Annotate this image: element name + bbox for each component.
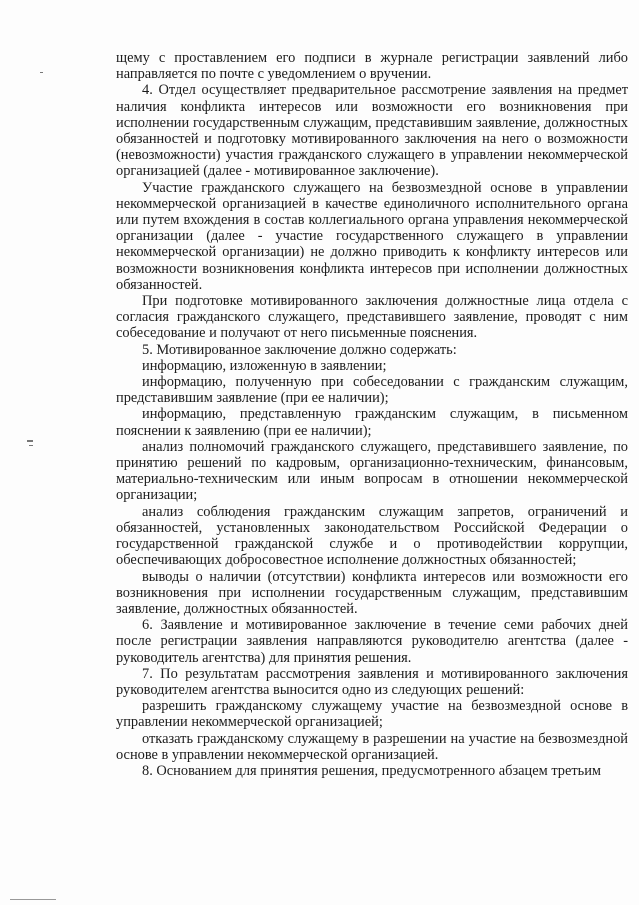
paragraph-item-8: 8. Основанием для принятия решения, предусмотренного абзацем третьим [142, 762, 602, 779]
paragraph-item-5: 5. Мотивированное заключение должно содержать: [142, 341, 457, 358]
document-body [116, 50, 628, 779]
scan-speck [10, 899, 56, 900]
paragraph-list-entry: выводы о наличии (отсутствии) конфликта интересов или возможности его возникновения при исполнении государственным служащим, представившим заявление, должностных обязанностей. [116, 568, 628, 617]
paragraph-list-entry: информацию, полученную при собеседовании с гражданским служащим, представившим заявление (при ее наличии); [116, 374, 628, 407]
paragraph-list-entry: информацию, представленную гражданским служащим, в письменном пояснении к заявлению (при ее наличии); [116, 406, 628, 439]
paragraph-preparation: При подготовке мотивированного заключения должностные лица отдела с согласия гражданского служащего, представившего заявление, проводят с ним собеседование и получают от него письменные пояснения. [116, 293, 628, 342]
paragraph-decision-option: отказать гражданскому служащему в разрешении на участие на безвозмездной основе в управлении некоммерческой организацией. [116, 730, 628, 763]
paragraph-item-7: 7. По результатам рассмотрения заявления и мотивированного заключения руководителем агентства выносится одно из следующих решений: [116, 665, 628, 698]
paragraph-participation: Участие гражданского служащего на безвозмездной основе в управлении некоммерческой организацией в качестве единоличного исполнительного органа или путем вхождения в состав коллегиального органа управления некоммерческой организации (далее - участие государственного служащего в управлении некоммерческой организации) не должно приводить к конфликту интересов или возможности возникновения конфликта интересов при исполнении должностных обязанностей. [116, 179, 628, 293]
paragraph-decision-option: разрешить гражданскому служащему участие на безвозмездной основе в управлении некоммерческой организацией; [116, 698, 628, 731]
paragraph-list-entry: анализ соблюдения гражданским служащим запретов, ограничений и обязанностей, установленных законодательством Российской Федерации о государственной гражданской службе и о противодействии коррупции, обеспечивающих добросовестное исполнение должностных обязанностей; [116, 503, 628, 569]
paragraph-continuation: щему с проставлением его подписи в журнале регистрации заявлений либо направляется по почте с уведомлением о вручении. [116, 50, 628, 83]
scan-speck [27, 440, 33, 442]
paragraph-list-entry: анализ полномочий гражданского служащего, представившего заявление, по принятию решений по кадровым, организационно-техническим, финансовым, материально-техническим или иным вопросам в отношении некоммерческой организации; [116, 438, 628, 504]
scan-speck [40, 72, 43, 73]
paragraph-item-4: 4. Отдел осуществляет предварительное рассмотрение заявления на предмет наличия конфликта интересов или возможности его возникновения при исполнении государственным служащим, представившим заявление, должностных обязанностей и подготовку мотивированного заключения на него о возможности (невозможности) участия гражданского служащего в управлении некоммерческой организацией (далее - мотивированное заключение). [116, 82, 628, 180]
paragraph-item-6: 6. Заявление и мотивированное заключение в течение семи рабочих дней после регистрации заявления направляются руководителю агентства (далее - руководитель агентства) для принятия решения. [116, 617, 628, 666]
scan-speck [29, 445, 33, 446]
paragraph-list-entry: информацию, изложенную в заявлении; [142, 357, 387, 374]
